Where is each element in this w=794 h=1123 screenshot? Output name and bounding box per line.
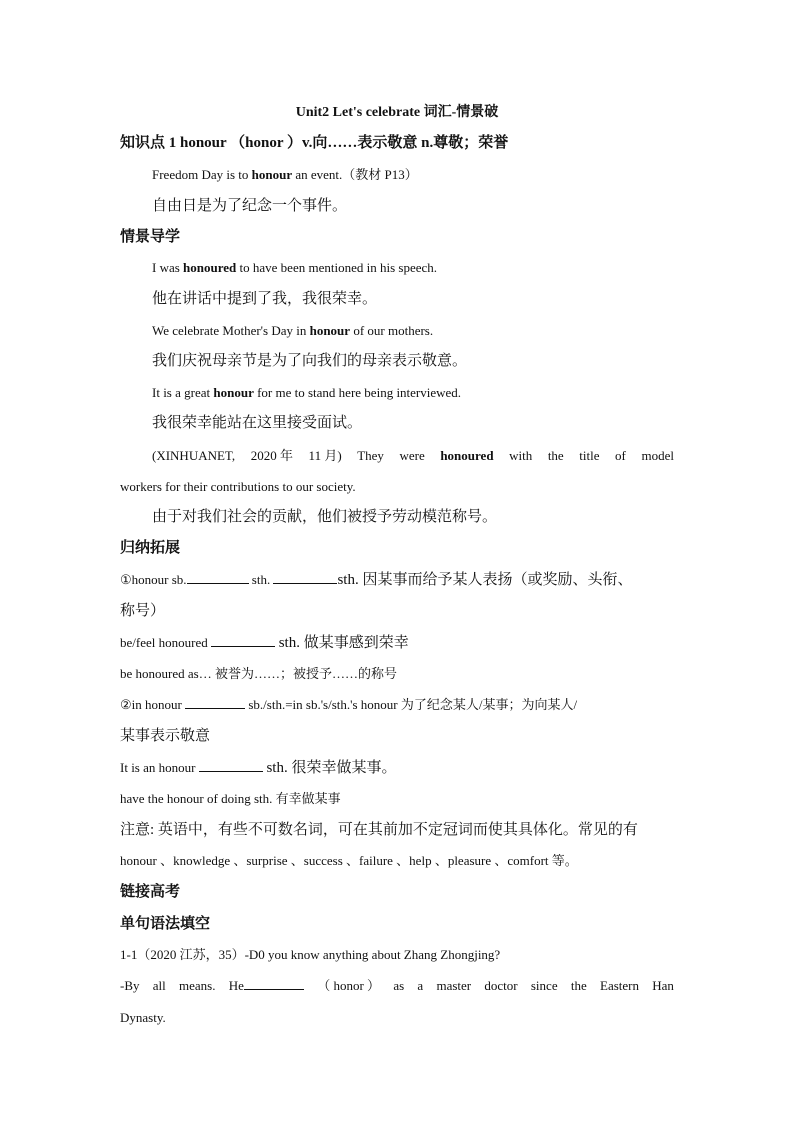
sentence-pre: It is a great	[152, 385, 214, 400]
word: the	[570, 978, 587, 993]
fill-blank	[211, 633, 275, 647]
word: (XINHUANET,	[152, 448, 236, 463]
word: He	[228, 978, 244, 993]
guide-sentence-2	[152, 321, 433, 341]
sentence-keyword: honoured	[183, 260, 237, 275]
page-title: Unit2 Let's celebrate 词汇-情景破	[295, 105, 499, 120]
item-text: It is an honour	[120, 760, 199, 775]
word: a	[417, 978, 424, 993]
example-sentence	[152, 165, 418, 185]
sentence-post: to have been mentioned in his speech.	[236, 260, 438, 275]
word: were	[399, 448, 425, 463]
word: doctor	[484, 978, 518, 993]
subheading-fill-in: 单句语法填空	[120, 916, 211, 932]
example-text-post: an event.（教材 P13）	[292, 167, 418, 182]
word: Han	[652, 978, 674, 993]
sentence-keyword: honour	[213, 385, 254, 400]
word: since	[530, 978, 558, 993]
word: model	[641, 448, 674, 463]
item-text: sb./sth.=in sb.'s/sth.'s honour 为了纪念某人/某事；为向某人/	[245, 697, 578, 712]
example-text-pre: Freedom Day is to	[152, 167, 252, 182]
sentence-post: of our mothers.	[350, 323, 434, 338]
word: They	[357, 448, 384, 463]
fill-blank	[187, 570, 249, 584]
guide-sentence-3	[152, 383, 461, 403]
fill-blank	[199, 758, 263, 772]
word: master	[436, 978, 472, 993]
summary-item-5	[120, 758, 396, 778]
guide-sentence-1	[152, 258, 437, 278]
question-1-line-3: Dynasty.	[120, 1010, 166, 1025]
item-text: sth. 因某事而给予某人表扬（或奖励、头衔、	[337, 572, 633, 588]
word: title	[579, 448, 600, 463]
section-heading-guide: 情景导学	[120, 229, 181, 245]
word: as	[393, 978, 405, 993]
word: the	[547, 448, 564, 463]
guide-translation-1: 他在讲话中提到了我，我很荣幸。	[152, 291, 378, 307]
guide-translation-2: 我们庆祝母亲节是为了向我们的母亲表示敬意。	[152, 353, 468, 369]
summary-item-6: have the honour of doing sth. 有幸做某事	[120, 791, 341, 806]
summary-item-4	[120, 695, 577, 715]
item-text: be/feel honoured	[120, 635, 211, 650]
item-text: sth. 做某事感到荣幸	[274, 635, 409, 651]
item-text: sth. 很荣幸做某事。	[262, 760, 397, 776]
summary-item-4-cont: 某事表示敬意	[120, 728, 211, 744]
knowledge-point-heading: 知识点 1 honour （honor ）v.向……表示敬意 n.尊敬；荣誉	[120, 135, 509, 151]
word: with	[509, 448, 533, 463]
sentence-post: for me to stand here being interviewed.	[253, 385, 462, 400]
answer-blank[interactable]	[244, 976, 304, 990]
guide-translation-4: 由于对我们社会的贡献，他们被授予劳动模范称号。	[152, 509, 498, 525]
word: 11 月)	[308, 448, 342, 463]
summary-item-3: be honoured as… 被誉为……；被授予……的称号	[120, 666, 397, 681]
item-text: ②in honour	[120, 697, 186, 712]
sentence-keyword: honour	[309, 323, 351, 338]
item-text: ①honour sb.	[120, 572, 187, 587]
question-1-line-1: 1-1（2020 江苏，35）-D0 you know anything about Zhang Zhongjing?	[120, 947, 501, 962]
word: of	[615, 448, 626, 463]
summary-item-1	[120, 570, 632, 590]
word-with-blank	[229, 976, 304, 996]
note-line-2: honour 、knowledge 、surprise 、success 、failure 、help 、pleasure 、comfort 等。	[120, 853, 578, 868]
word: means.	[179, 978, 216, 993]
word: -By	[120, 978, 140, 993]
word: all	[152, 978, 166, 993]
sentence-keyword: honoured	[440, 448, 494, 463]
word: Eastern	[600, 978, 639, 993]
sentence-pre: We celebrate Mother's Day in	[152, 323, 310, 338]
summary-item-2	[120, 633, 409, 653]
note-line-1: 注意: 英语中，有些不可数名词，可在其前加不定冠词而使其具体化。常见的有	[120, 822, 638, 838]
sentence-pre: I was	[152, 260, 184, 275]
section-heading-link: 链接高考	[120, 884, 181, 900]
word: （ honor ）	[317, 978, 381, 993]
example-translation: 自由日是为了纪念一个事件。	[152, 198, 348, 214]
item-text: sth.	[248, 572, 274, 587]
fill-blank	[273, 570, 337, 584]
section-heading-summary: 归纳拓展	[120, 540, 181, 556]
question-1-line-2	[120, 976, 674, 996]
guide-translation-3: 我很荣幸能站在这里接受面试。	[152, 415, 363, 431]
example-keyword: honour	[251, 167, 293, 182]
word: 2020 年	[250, 448, 293, 463]
fill-blank	[185, 695, 245, 709]
summary-item-1-cont: 称号）	[120, 603, 166, 619]
guide-sentence-4-line-1	[152, 446, 674, 466]
guide-sentence-4-line-2: workers for their contributions to our society.	[120, 479, 356, 494]
